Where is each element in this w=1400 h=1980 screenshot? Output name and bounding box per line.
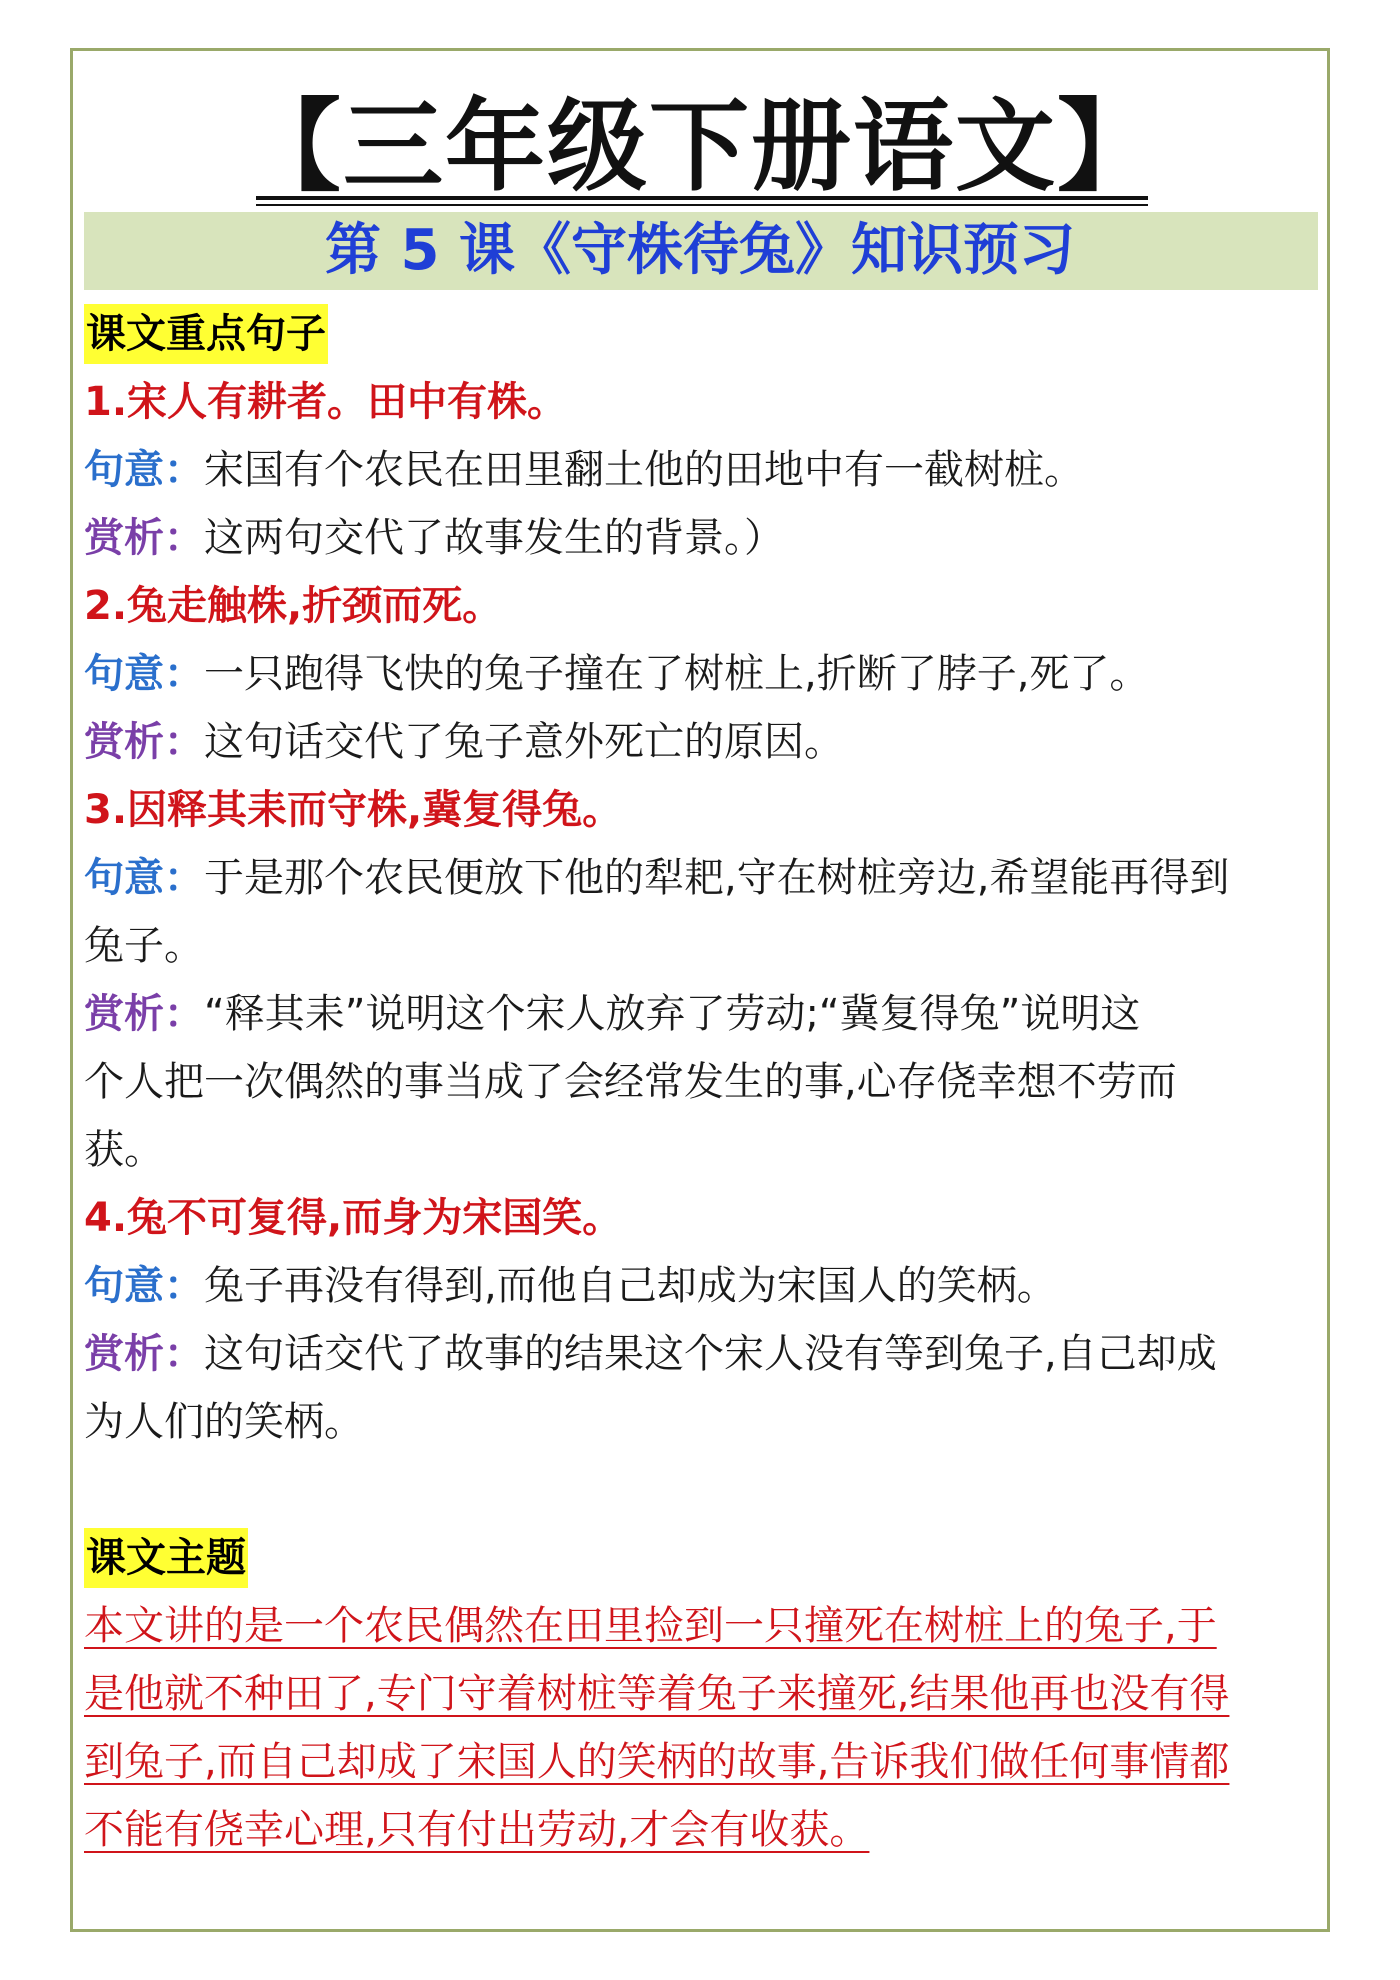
page-title: 【三年级下册语文】 [241, 88, 1159, 205]
analysis-4-cont: 为人们的笑柄。 [84, 1399, 364, 1445]
meaning-2 [84, 640, 1304, 708]
theme-text: 是他就不种田了,专门守着树桩等着兔子来撞死,结果他再也没有得 [84, 1671, 1230, 1717]
theme-line-3 [84, 1728, 1304, 1796]
theme-line-1 [84, 1592, 1304, 1660]
analysis-label: 赏析： [84, 719, 204, 765]
theme-line-4 [84, 1796, 1304, 1864]
title-underline [256, 196, 1148, 200]
key-sentence-1: 1.宋人有耕者。田中有株。 [84, 379, 568, 425]
theme-text: 不能有侥幸心理,只有付出劳动,才会有收获。 [84, 1807, 870, 1853]
analysis-text: 这句话交代了故事的结果这个宋人没有等到兔子,自己却成 [204, 1331, 1217, 1377]
key-sentences-heading: 课文重点句子 [84, 304, 328, 364]
section-spacer [84, 1456, 1304, 1524]
analysis-3 [84, 980, 1304, 1048]
analysis-1 [84, 504, 1304, 572]
analysis-text: “释其耒”说明这个宋人放弃了劳动;“冀复得兔”说明这 [204, 991, 1141, 1037]
meaning-4 [84, 1252, 1304, 1320]
analysis-label: 赏析： [84, 515, 204, 561]
key-sentence-3: 3.因释其耒而守株,冀复得兔。 [84, 787, 623, 833]
analysis-label: 赏析： [84, 991, 204, 1037]
meaning-label: 句意： [84, 651, 204, 697]
analysis-label: 赏析： [84, 1331, 204, 1377]
title-underline-thin [256, 204, 1148, 206]
analysis-4 [84, 1320, 1304, 1388]
analysis-text: 这句话交代了兔子意外死亡的原因。 [204, 719, 844, 765]
analysis-3-cont: 个人把一次偶然的事当成了会经常发生的事,心存侥幸想不劳而 [84, 1059, 1177, 1105]
key-sentence-2: 2.兔走触株,折颈而死。 [84, 583, 503, 629]
key-sentence-4: 4.兔不可复得,而身为宋国笑。 [84, 1195, 623, 1241]
meaning-label: 句意： [84, 447, 204, 493]
meaning-text: 于是那个农民便放下他的犁耙,守在树桩旁边,希望能再得到 [204, 855, 1230, 901]
document-body [84, 300, 1304, 1864]
analysis-2 [84, 708, 1304, 776]
lesson-subtitle: 第 5 课《守株待兔》知识预习 [325, 218, 1075, 283]
meaning-text: 兔子再没有得到,而他自己却成为宋国人的笑柄。 [204, 1263, 1057, 1309]
theme-text: 本文讲的是一个农民偶然在田里捡到一只撞死在树桩上的兔子,于 [84, 1603, 1217, 1649]
meaning-1 [84, 436, 1304, 504]
analysis-3-cont2: 获。 [84, 1127, 164, 1173]
key-sentences-heading-row [84, 300, 1304, 368]
theme-heading-row [84, 1524, 1304, 1592]
meaning-text: 宋国有个农民在田里翻土他的田地中有一截树桩。 [204, 447, 1084, 493]
theme-text: 到兔子,而自己却成了宋国人的笑柄的故事,告诉我们做任何事情都 [84, 1739, 1230, 1785]
meaning-label: 句意： [84, 855, 204, 901]
theme-line-2 [84, 1660, 1304, 1728]
analysis-text: 这两句交代了故事发生的背景。） [204, 515, 784, 561]
theme-heading: 课文主题 [84, 1528, 248, 1588]
meaning-3-cont: 兔子。 [84, 923, 204, 969]
meaning-label: 句意： [84, 1263, 204, 1309]
meaning-3 [84, 844, 1304, 912]
meaning-text: 一只跑得飞快的兔子撞在了树桩上,折断了脖子,死了。 [204, 651, 1150, 697]
